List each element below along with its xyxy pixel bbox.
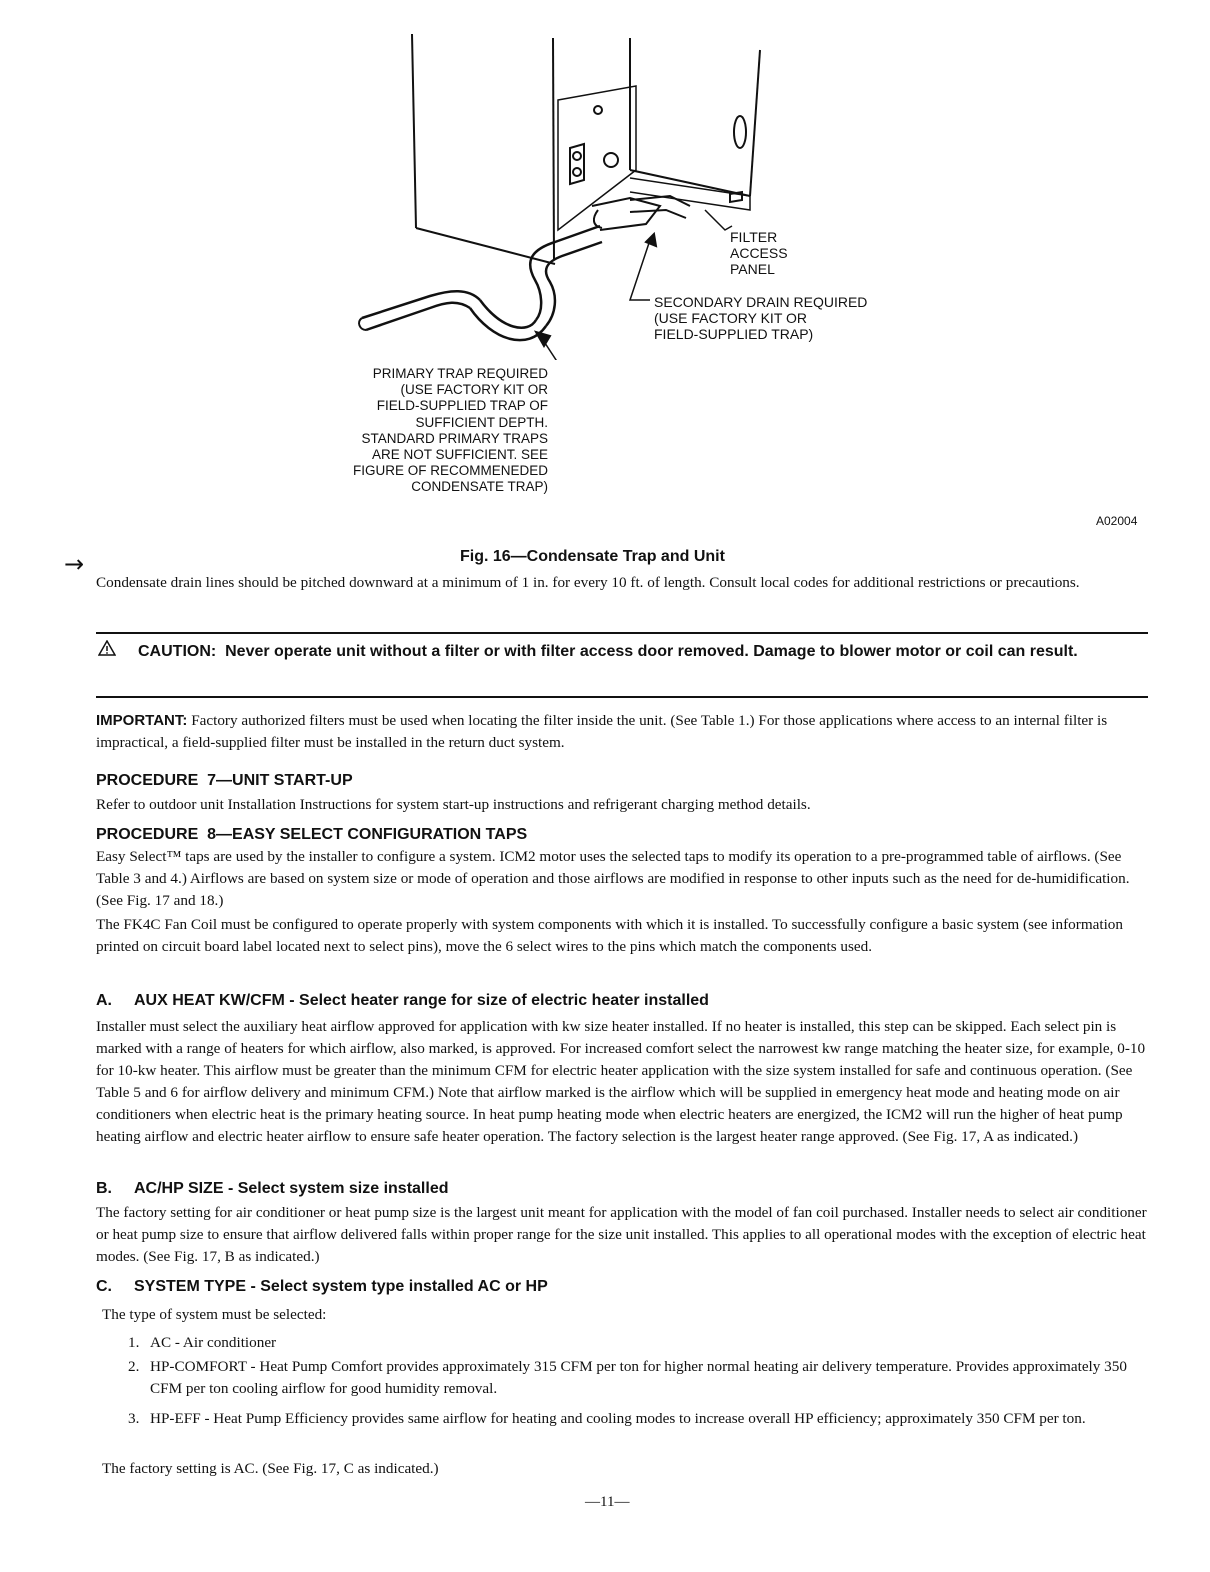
aux-heat-paragraph: Installer must select the auxiliary heat airflow approved for application with kw size heater installed. If no heater is installed, this step can be skipped. Each select pin is marked with a range of heaters for which airflow, also marked, is approved. For increased comfort select the narrowest kw range matching the heater size, for example, 0-10 for 10-kw heater. This airflow must be greater than the minimum CFM for electric heater application with the size system installed for safe and continuous operation. (See Table 5 and 6 for airflow delivery and minimum CFM.) Note that airflow marked is the airflow which will be supplied in emergency heat mode and heating mode on air conditioners when electric heat is the primary heating source. In heat pump heating mode when electric heaters are energized, the ICM2 will run the higher of heat pump heating airflow and electric heater airflow to ensure safe heater operation. The factory selection is the largest heater range approved. (See Fig. 17, A as indicated.): [96, 1018, 1146, 1145]
procedure-7-heading: [96, 772, 353, 790]
list-text: HP-EFF - Heat Pump Efficiency provides same airflow for heating and cooling modes to increase overall HP efficiency; approximately 350 CFM per ton.: [150, 1410, 1086, 1427]
section-letter: C.: [96, 1278, 112, 1295]
secondary-drain-label: [654, 294, 867, 342]
section-code: AUX HEAT KW/CFM: [134, 992, 285, 1009]
label-line: ACCESS: [730, 245, 788, 261]
section-a-heading: [96, 992, 709, 1010]
list-number: 1.: [128, 1334, 140, 1351]
section-c-heading: [96, 1278, 548, 1296]
caution-bottom-rule: [96, 696, 1148, 698]
label-line: STANDARD PRIMARY TRAPS: [361, 430, 548, 446]
section-b-heading: [96, 1180, 449, 1198]
section-letter: A.: [96, 992, 112, 1009]
section-title: - Select heater range for size of electric heater installed: [284, 992, 709, 1009]
page-number: —11—: [585, 1494, 630, 1510]
procedure-8-heading: [96, 826, 527, 844]
list-number: 2.: [128, 1358, 140, 1375]
system-type-intro: The type of system must be selected:: [102, 1306, 327, 1323]
section-title: - Select system size installed: [223, 1180, 449, 1197]
label-line: FIELD-SUPPLIED TRAP): [654, 326, 814, 342]
change-arrow-icon: →: [64, 550, 85, 578]
list-item: [128, 1356, 1158, 1400]
label-line: FIGURE OF RECOMMENEDED: [352, 463, 548, 479]
section-code: SYSTEM TYPE: [134, 1278, 247, 1295]
important-label: IMPORTANT:: [96, 712, 188, 729]
label-line: SUFFICIENT DEPTH.: [415, 414, 548, 430]
filter-access-panel-label: [730, 229, 788, 277]
list-text: HP-COMFORT - Heat Pump Comfort provides approximately 315 CFM per ton for higher normal heating air delivery temperature. Provides approximately 350 CFM per ton cooling airflow for good humidity removal.: [150, 1358, 1127, 1397]
easy-select-paragraph: Easy Select™ taps are used by the installer to configure a system. ICM2 motor uses the selected taps to modify its operation to a pre-programmed table of airflows. (See Table 3 and 4.) Airflows are based on system size or mode of operation and those airflows are modified in response to other inputs such as the need for de-humidification. (See Fig. 17 and 18.): [96, 848, 1130, 909]
label-line: ARE NOT SUFFICIENT. SEE: [371, 447, 548, 463]
label-line: FILTER: [730, 229, 778, 245]
figure-code: A02004: [1096, 514, 1138, 528]
important-paragraph: [96, 710, 1150, 754]
procedure-title: 8—EASY SELECT CONFIGURATION TAPS: [207, 826, 528, 843]
caution-label: CAUTION:: [138, 643, 217, 660]
list-number: 3.: [128, 1410, 140, 1427]
section-title: - Select system type installed AC or HP: [246, 1278, 548, 1295]
fan-coil-config-paragraph: The FK4C Fan Coil must be configured to operate properly with system components with which it is installed. To successfully configure a basic system (see information printed on circuit board label located next to select pins), move the 6 select wires to the pins which match the components used.: [96, 916, 1123, 955]
list-text: AC - Air conditioner: [150, 1334, 277, 1351]
caution-text: Never operate unit without a filter or with filter access door removed. Damage to blower motor or coil can result.: [225, 643, 1078, 660]
caution-top-rule: [96, 632, 1148, 634]
label-line: PRIMARY TRAP REQUIRED: [372, 366, 548, 381]
list-item: [128, 1408, 1158, 1430]
procedure-prefix: PROCEDURE: [96, 826, 199, 843]
label-line: PANEL: [730, 261, 775, 277]
section-code: AC/HP SIZE: [134, 1180, 224, 1197]
caution-box: [96, 640, 1150, 664]
important-text: Factory authorized filters must be used when locating the filter inside the unit. (See Table 1.) For those applications where access to an internal filter is impractical, a field-supplied filter must be installed in the return duct system.: [96, 712, 1108, 751]
label-line: CONDENSATE TRAP): [411, 479, 548, 495]
drain-paragraph: Condensate drain lines should be pitched downward at a minimum of 1 in. for every 10 ft. of length. Consult local codes for additional restrictions or precautions.: [96, 574, 1080, 591]
ac-hp-size-paragraph: The factory setting for air conditioner or heat pump size is the largest unit meant for application with the model of fan coil purchased. Installer needs to select air conditioner or heat pump size to ensure that airflow delivered falls within proper range for the size unit installed. This applies to all operational modes with the exception of electric heat modes. (See Fig. 17, B as indicated.): [96, 1204, 1147, 1265]
label-line: FIELD-SUPPLIED TRAP OF: [376, 398, 548, 414]
figure-caption: Fig. 16—Condensate Trap and Unit: [460, 548, 725, 565]
procedure-prefix: PROCEDURE: [96, 772, 199, 789]
primary-trap-label: [330, 366, 548, 496]
label-line: (USE FACTORY KIT OR: [654, 310, 808, 326]
section-letter: B.: [96, 1180, 112, 1197]
factory-setting-text: The factory setting is AC. (See Fig. 17, C as indicated.): [102, 1460, 439, 1477]
list-item: [128, 1332, 1158, 1354]
procedure-7-text: Refer to outdoor unit Installation Instructions for system start-up instructions and refrigerant charging method details.: [96, 796, 811, 813]
label-line: (USE FACTORY KIT OR: [400, 382, 548, 398]
label-line: SECONDARY DRAIN REQUIRED: [654, 294, 868, 310]
warning-triangle-icon: [98, 640, 116, 664]
procedure-title: 7—UNIT START-UP: [207, 772, 353, 789]
